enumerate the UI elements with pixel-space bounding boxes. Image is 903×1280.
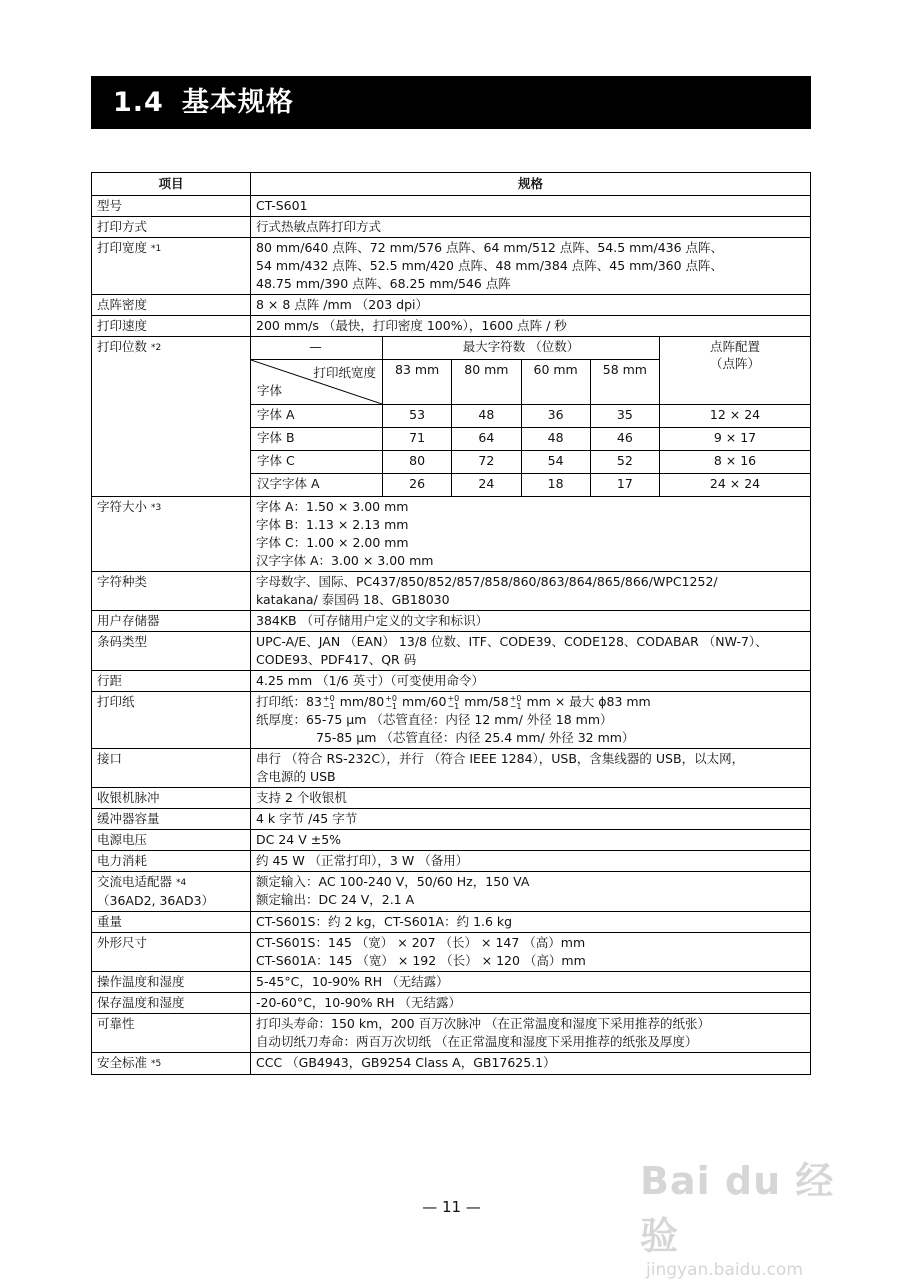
tolerance-plus: +0	[385, 693, 397, 703]
value-op-env: 5-45°C，10-90% RH （无结露）	[251, 972, 811, 993]
text-line: 75-85 µm （芯管直径：内径 25.4 mm/ 外径 32 mm）	[316, 730, 635, 745]
width-header: 83 mm	[383, 360, 452, 405]
label-text: 打印宽度	[97, 240, 148, 255]
row-char-types	[92, 572, 811, 611]
tolerance-minus: −1	[322, 701, 335, 711]
row-dimensions	[92, 933, 811, 972]
label-drawer: 收银机脉冲	[92, 788, 251, 809]
row-model	[92, 196, 811, 217]
char-count: 53	[383, 405, 452, 428]
label-dimensions: 外形尺寸	[92, 933, 251, 972]
header-item: 项目	[92, 173, 251, 196]
value-barcode	[251, 632, 811, 671]
label-barcode: 条码类型	[92, 632, 251, 671]
text-part: 打印纸：	[256, 694, 307, 709]
value-line-spacing: 4.25 mm （1/6 英寸）（可变使用命令）	[251, 671, 811, 692]
section-title: 基本规格	[181, 87, 294, 118]
tolerance	[447, 695, 459, 711]
row-safety	[92, 1053, 811, 1075]
text-line: 字母数字、国际、PC437/850/852/857/858/860/863/864/865/866/WPC1252/	[256, 574, 718, 589]
label-paper: 打印纸	[92, 692, 251, 749]
tolerance	[510, 695, 522, 711]
columns-table-cell	[251, 337, 811, 497]
label-adapter	[92, 872, 251, 912]
value-char-size	[251, 497, 811, 572]
char-count: 54	[521, 451, 590, 474]
char-count: 48	[521, 428, 590, 451]
text-line: 额定输出：DC 24 V，2.1 A	[256, 892, 415, 907]
font-label: 字体	[257, 383, 283, 398]
char-count: 17	[590, 474, 659, 497]
char-count: 52	[590, 451, 659, 474]
label-print-method: 打印方式	[92, 217, 251, 238]
label-weight: 重量	[92, 912, 251, 933]
watermark-url: jingyan.baidu.com	[646, 1260, 803, 1280]
dot-config-header: 点阵配置 （点阵）	[660, 337, 811, 405]
label-dot-density: 点阵密度	[92, 295, 251, 316]
text-line: 纸厚度：65-75 µm （芯管直径：内径 12 mm/ 外径 18 mm）	[256, 712, 613, 727]
font-row	[251, 405, 810, 428]
dot-config: 8 × 16	[660, 451, 811, 474]
text-line: CODE93、PDF417、QR 码	[256, 652, 417, 667]
footnote-mark: *3	[151, 503, 162, 513]
row-buffer	[92, 809, 811, 830]
text-line: 字体 A：1.50 × 3.00 mm	[256, 499, 409, 514]
watermark-logo: Bai du 经验	[640, 1159, 835, 1258]
tolerance	[385, 695, 397, 711]
value-power: 约 45 W （正常打印），3 W （备用）	[251, 851, 811, 872]
label-text: 交流电适配器	[97, 874, 173, 889]
text-part: mm × 最大 ϕ83 mm	[526, 694, 651, 709]
label-reliability: 可靠性	[92, 1014, 251, 1053]
value-print-method: 行式热敏点阵打印方式	[251, 217, 811, 238]
watermark	[640, 1150, 850, 1280]
dash-cell: —	[251, 337, 383, 360]
tolerance-plus: +0	[447, 693, 460, 703]
text-line: 80 mm/640 点阵、72 mm/576 点阵、64 mm/512 点阵、54.5 mm/436 点阵、	[256, 240, 724, 255]
paper-size-line	[256, 693, 805, 711]
row-dot-density	[92, 295, 811, 316]
char-count: 36	[521, 405, 590, 428]
font-row	[251, 428, 810, 451]
label-text: 字符大小	[97, 499, 148, 514]
label-user-memory: 用户存储器	[92, 611, 251, 632]
char-count: 18	[521, 474, 590, 497]
text-line: 打印头寿命：150 km，200 百万次脉冲 （在正常温度和湿度下采用推荐的纸张）	[256, 1016, 711, 1031]
font-row	[251, 474, 810, 497]
label-char-size	[92, 497, 251, 572]
value-user-memory: 384KB （可存储用户定义的文字和标识）	[251, 611, 811, 632]
value-reliability	[251, 1014, 811, 1053]
columns-table	[251, 337, 810, 496]
value-interface	[251, 749, 811, 788]
text-line: 额定输入：AC 100-240 V，50/60 Hz，150 VA	[256, 874, 530, 889]
label-power: 电力消耗	[92, 851, 251, 872]
value-char-types	[251, 572, 811, 611]
value-print-speed: 200 mm/s （最快，打印密度 100%），1600 点阵 / 秒	[251, 316, 811, 337]
header-row	[92, 173, 811, 196]
value-drawer: 支持 2 个收银机	[251, 788, 811, 809]
font-name: 字体 B	[251, 428, 383, 451]
text-line: katakana/ 泰国码 18、GB18030	[256, 592, 450, 607]
header-spec: 规格	[251, 173, 811, 196]
label-text: 打印位数	[97, 339, 148, 354]
tolerance-plus: +0	[322, 693, 335, 703]
row-print-method	[92, 217, 811, 238]
label-model: 型号	[92, 196, 251, 217]
text-line: 汉字字体 A：3.00 × 3.00 mm	[256, 553, 434, 568]
char-count: 26	[383, 474, 452, 497]
row-adapter	[92, 872, 811, 912]
dot-config: 9 × 17	[660, 428, 811, 451]
char-count: 80	[383, 451, 452, 474]
text-line: 48.75 mm/390 点阵、68.25 mm/546 点阵	[256, 276, 511, 291]
row-user-memory	[92, 611, 811, 632]
label-text: 安全标准	[97, 1055, 148, 1070]
text-line: 含电源的 USB	[256, 769, 336, 784]
font-name: 字体 A	[251, 405, 383, 428]
font-name: 汉字字体 A	[251, 474, 383, 497]
row-paper	[92, 692, 811, 749]
value-buffer: 4 k 字节 /45 字节	[251, 809, 811, 830]
value-print-width	[251, 238, 811, 295]
text-line: CT-S601S：145 （宽） × 207 （长） × 147 （高）mm	[256, 935, 586, 950]
label-op-env: 操作温度和湿度	[92, 972, 251, 993]
row-columns	[92, 337, 811, 497]
row-power	[92, 851, 811, 872]
value-dot-density: 8 × 8 点阵 /mm （203 dpi）	[251, 295, 811, 316]
diagonal-header	[251, 360, 383, 405]
label-line-spacing: 行距	[92, 671, 251, 692]
page-number: — 11 —	[422, 1198, 481, 1216]
value-voltage: DC 24 V ±5%	[251, 830, 811, 851]
row-weight	[92, 912, 811, 933]
row-reliability	[92, 1014, 811, 1053]
paper-width-label: 打印纸宽度	[313, 365, 376, 380]
row-op-env	[92, 972, 811, 993]
row-barcode	[92, 632, 811, 671]
label-interface: 接口	[92, 749, 251, 788]
label-voltage: 电源电压	[92, 830, 251, 851]
char-count: 24	[452, 474, 521, 497]
label-storage-env: 保存温度和湿度	[92, 993, 251, 1014]
row-line-spacing	[92, 671, 811, 692]
text-part: mm/80	[339, 694, 385, 709]
label-char-types: 字符种类	[92, 572, 251, 611]
footnote-mark: *5	[151, 1059, 162, 1069]
value-dimensions	[251, 933, 811, 972]
label-columns	[92, 337, 251, 497]
label-safety	[92, 1053, 251, 1075]
row-storage-env	[92, 993, 811, 1014]
row-drawer	[92, 788, 811, 809]
text-line: 字体 B：1.13 × 2.13 mm	[256, 517, 409, 532]
dot-config: 12 × 24	[660, 405, 811, 428]
row-voltage	[92, 830, 811, 851]
text-part: mm/60	[401, 694, 447, 709]
tolerance-minus: −1	[447, 701, 460, 711]
dot-config: 24 × 24	[660, 474, 811, 497]
label-buffer: 缓冲器容量	[92, 809, 251, 830]
text-line: 字体 C：1.00 × 2.00 mm	[256, 535, 409, 550]
tolerance-minus: −1	[509, 701, 522, 711]
tolerance-plus: +0	[509, 693, 522, 703]
value-weight: CT-S601S：约 2 kg，CT-S601A：约 1.6 kg	[251, 912, 811, 933]
footnote-mark: *2	[151, 343, 162, 353]
width-header: 80 mm	[452, 360, 521, 405]
tolerance-minus: −1	[385, 701, 397, 711]
max-chars-header: 最大字符数 （位数）	[383, 337, 660, 360]
font-name: 字体 C	[251, 451, 383, 474]
label-print-width	[92, 238, 251, 295]
label-print-speed: 打印速度	[92, 316, 251, 337]
text-line: UPC-A/E、JAN （EAN） 13/8 位数、ITF、CODE39、CODE128、CODABAR （NW-7）、	[256, 634, 768, 649]
tolerance	[323, 695, 335, 711]
value-model: CT-S601	[251, 196, 811, 217]
value-adapter	[251, 872, 811, 912]
section-heading	[91, 76, 811, 129]
section-number: 1.4	[113, 87, 164, 118]
width-header: 58 mm	[590, 360, 659, 405]
text-line: CT-S601A：145 （宽） × 192 （长） × 120 （高）mm	[256, 953, 586, 968]
char-count: 35	[590, 405, 659, 428]
spec-table	[91, 172, 811, 1075]
char-count: 48	[452, 405, 521, 428]
row-print-width	[92, 238, 811, 295]
row-char-size	[92, 497, 811, 572]
char-count: 46	[590, 428, 659, 451]
width-header: 60 mm	[521, 360, 590, 405]
text-part: 83	[306, 694, 322, 709]
text-part: mm/58	[464, 694, 509, 709]
label-subtext: （36AD2, 36AD3）	[97, 893, 215, 908]
font-row	[251, 451, 810, 474]
text-line: 串行 （符合 RS-232C），并行 （符合 IEEE 1284），USB，含集线器的 USB，以太网，	[256, 751, 745, 766]
char-count: 71	[383, 428, 452, 451]
value-storage-env: -20-60°C，10-90% RH （无结露）	[251, 993, 811, 1014]
text-line: 54 mm/432 点阵、52.5 mm/420 点阵、48 mm/384 点阵、45 mm/360 点阵、	[256, 258, 724, 273]
row-interface	[92, 749, 811, 788]
footnote-mark: *1	[151, 244, 162, 254]
char-count: 72	[452, 451, 521, 474]
text-line: 自动切纸刀寿命：两百万次切纸 （在正常温度和湿度下采用推荐的纸张及厚度）	[256, 1034, 698, 1049]
value-paper	[251, 692, 811, 749]
value-safety: CCC （GB4943，GB9254 Class A，GB17625.1）	[251, 1053, 811, 1075]
footnote-mark: *4	[176, 878, 187, 888]
char-count: 64	[452, 428, 521, 451]
row-print-speed	[92, 316, 811, 337]
